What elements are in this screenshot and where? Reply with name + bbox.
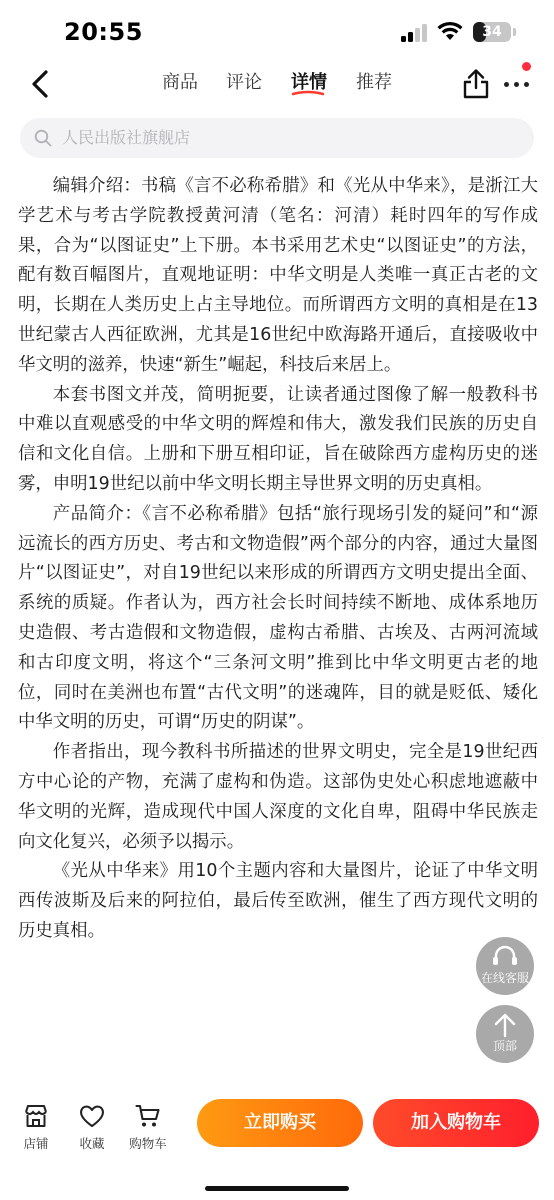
- buy-now-button[interactable]: 立即购买: [197, 1099, 363, 1147]
- product-detail-text: [18, 172, 538, 1084]
- editor-intro-paragraph: 编辑介绍：书稿《言不必称希腊》和《光从中华来》，是浙江大学艺术与考古学院教授黄河清（笔名：河清）耗时四年的写作成果，合为“以图证史”上下册。本书采用艺术史“以图证史”的方法，配有数百幅图片，直观地证明：中华文明是人类唯一真正古老的文明，长期在人类历史上占主导地位。而所谓西方文明的真相是在13世纪蒙古人西征欧洲，尤其是16世纪中欧海路开通后，直接吸收中华文明的滋养，快速“新生”崛起，科技后来居上。: [18, 176, 538, 375]
- headset-icon: [476, 944, 534, 970]
- add-to-cart-button[interactable]: 加入购物车: [373, 1099, 539, 1147]
- share-icon[interactable]: [461, 68, 491, 100]
- nav-header: [0, 62, 554, 114]
- customer-service-label: 在线客服: [480, 971, 529, 985]
- favorite-button[interactable]: [68, 1102, 116, 1154]
- product-intro-paragraph: 产品简介：《言不必称希腊》包括“旅行现场引发的疑问”和“源远流长的西方历史、考古和文物造假”两个部分的内容，通过大量图片“以图证史”，对自19世纪以来形成的所谓西方文明史提出全面、系统的质疑。作者认为，西方社会长时间持续不断地、成体系地历史造假、考古造假和文物造假，虚构古希腊、古埃及、古两河流域和古印度文明，将这个“三条河文明”推到比中华文明更古老的地位，同时在美洲也布置“古代文明”的迷魂阵，目的就是贬低、矮化中华文明的历史，可谓“历史的阴谋”。: [18, 503, 538, 733]
- store-button[interactable]: [12, 1102, 60, 1154]
- second-volume-paragraph: 《光从中华来》用10个主题内容和大量图片，论证了中华文明西传波斯及后来的阿拉伯，最后传至欧洲，催生了西方现代文明的历史真相。: [18, 861, 538, 941]
- tab-product[interactable]: 商品: [162, 72, 198, 93]
- more-options-icon[interactable]: [500, 70, 534, 98]
- book-summary-paragraph: 本套书图文并茂，简明扼要，让读者通过图像了解一般教科书中难以直观感受的中华文明的辉煌和伟大，激发我们民族的历史自信和文化自信。上册和下册互相印证，旨在破除西方虚构历史的迷雾，申明19世纪以前中华文明长期主导世界文明的历史真相。: [18, 384, 538, 494]
- favorite-label: 收藏: [79, 1136, 105, 1151]
- tab-reviews[interactable]: 评论: [226, 72, 262, 93]
- author-view-paragraph: 作者指出，现今教科书所描述的世界文明史，完全是19世纪西方中心论的产物，充满了虚构和伪造。这部伪史处心积虑地遮蔽中华文明的光辉，造成现代中国人深度的文化自卑，阻碍中华民族走向文化复兴，必须予以揭示。: [18, 742, 538, 852]
- cart-button[interactable]: [124, 1102, 172, 1154]
- search-placeholder: 人民出版社旗舰店: [62, 128, 191, 147]
- back-arrow-icon[interactable]: [24, 66, 60, 102]
- cart-label: 购物车: [129, 1136, 167, 1151]
- tab-bar: [150, 68, 410, 108]
- battery-level: 34: [482, 24, 502, 40]
- back-to-top-label: 顶部: [492, 1039, 517, 1053]
- tab-details[interactable]: 详情: [291, 72, 327, 93]
- status-time: 20:55: [64, 18, 143, 46]
- store-search-bar[interactable]: [20, 118, 534, 158]
- store-icon: [22, 1102, 50, 1130]
- cellular-signal-icon: [401, 22, 429, 42]
- bottom-action-bar: [0, 1088, 554, 1200]
- active-tab-indicator: [292, 90, 324, 96]
- battery-nub: [513, 28, 516, 36]
- back-to-top-button[interactable]: [476, 1005, 534, 1063]
- status-bar: [0, 0, 554, 62]
- store-label: 店铺: [23, 1136, 49, 1151]
- tab-recommend[interactable]: 推荐: [356, 72, 392, 93]
- shopping-cart-icon: [134, 1102, 162, 1130]
- wifi-icon: [437, 20, 463, 42]
- notification-dot: [522, 62, 531, 71]
- search-icon: [34, 129, 52, 147]
- customer-service-button[interactable]: [476, 937, 534, 995]
- battery-icon: [473, 22, 511, 42]
- heart-icon: [78, 1102, 106, 1130]
- arrow-up-icon: [476, 1012, 534, 1038]
- home-indicator: [205, 1186, 349, 1191]
